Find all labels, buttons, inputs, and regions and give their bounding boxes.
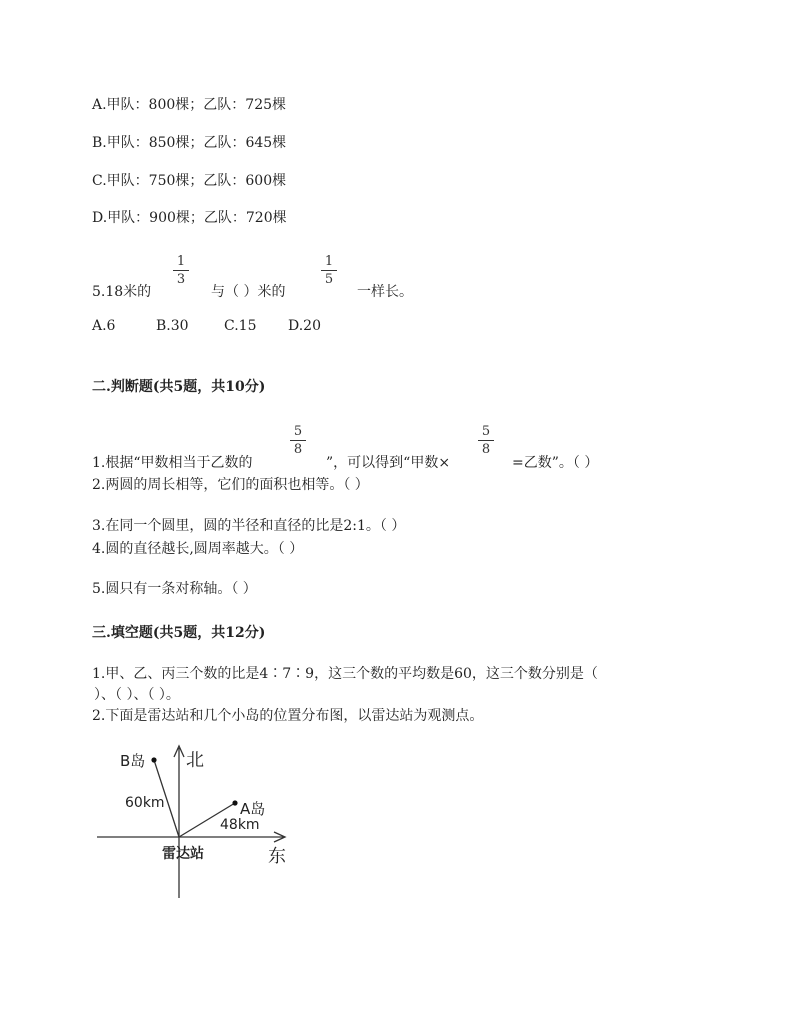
q5-option-c: C.15 [224, 318, 257, 334]
q5-option-a: A.6 [92, 318, 116, 334]
fill-q1-line1: 1.甲、乙、丙三个数的比是4∶7∶9，这三个数的平均数是60，这三个数分别是（ [92, 666, 598, 682]
section3-heading: 三.填空题(共5题，共12分) [92, 625, 266, 641]
judge-q1-part2: ”，可以得到“甲数× [326, 455, 451, 471]
fraction-denominator: 3 [176, 272, 186, 287]
q4-option-a: A.甲队：800棵；乙队：725棵 [92, 97, 287, 113]
fraction-denominator: 8 [293, 442, 303, 457]
north-label: 北 [186, 750, 204, 771]
fill-q2: 2.下面是雷达站和几个小岛的位置分布图，以雷达站为观测点。 [92, 708, 484, 724]
judge-q4: 4.圆的直径越长,圆周率越大。（ ） [92, 541, 304, 557]
fraction-numerator: 1 [176, 254, 186, 269]
island-a-point [232, 800, 237, 805]
q5-text-part3: 一样长。 [357, 284, 413, 300]
distance-a-label: 48km [220, 817, 260, 833]
fraction-denominator: 5 [324, 272, 334, 287]
island-a-label: A岛 [240, 800, 266, 818]
fraction-numerator: 1 [324, 254, 334, 269]
judge-q1-part3: =乙数”。（ ） [512, 455, 599, 471]
fraction-denominator: 8 [481, 442, 491, 457]
judge-q5: 5.圆只有一条对称轴。（ ） [92, 581, 257, 597]
q5-option-d: D.20 [288, 318, 321, 334]
section2-heading: 二.判断题(共5题，共10分) [92, 379, 266, 395]
fill-q1-line2: ）、（ ）、（ ）。 [94, 687, 180, 703]
island-b-point [151, 757, 156, 762]
island-b-label: B岛 [120, 752, 146, 770]
judge-q3: 3.在同一个圆里，圆的半径和直径的比是2:1。（ ） [92, 518, 406, 534]
judge-q2: 2.两圆的周长相等，它们的面积也相等。（ ） [92, 477, 369, 493]
radar-station-label: 雷达站 [162, 846, 204, 862]
q5-option-b: B.30 [156, 318, 189, 334]
q4-option-c: C.甲队：750棵；乙队：600棵 [92, 173, 287, 189]
q4-option-b: B.甲队：850棵；乙队：645棵 [92, 135, 287, 151]
q5-text-part2: 与（ ）米的 [211, 284, 286, 300]
distance-b-label: 60km [125, 795, 165, 811]
east-label: 东 [268, 846, 286, 867]
q4-option-d: D.甲队：900棵；乙队：720棵 [92, 210, 287, 226]
judge-q1-part1: 1.根据“甲数相当于乙数的 [92, 455, 253, 471]
q5-text-part1: 5.18米的 [92, 284, 152, 300]
fraction-numerator: 5 [481, 424, 491, 439]
fraction-numerator: 5 [293, 424, 303, 439]
